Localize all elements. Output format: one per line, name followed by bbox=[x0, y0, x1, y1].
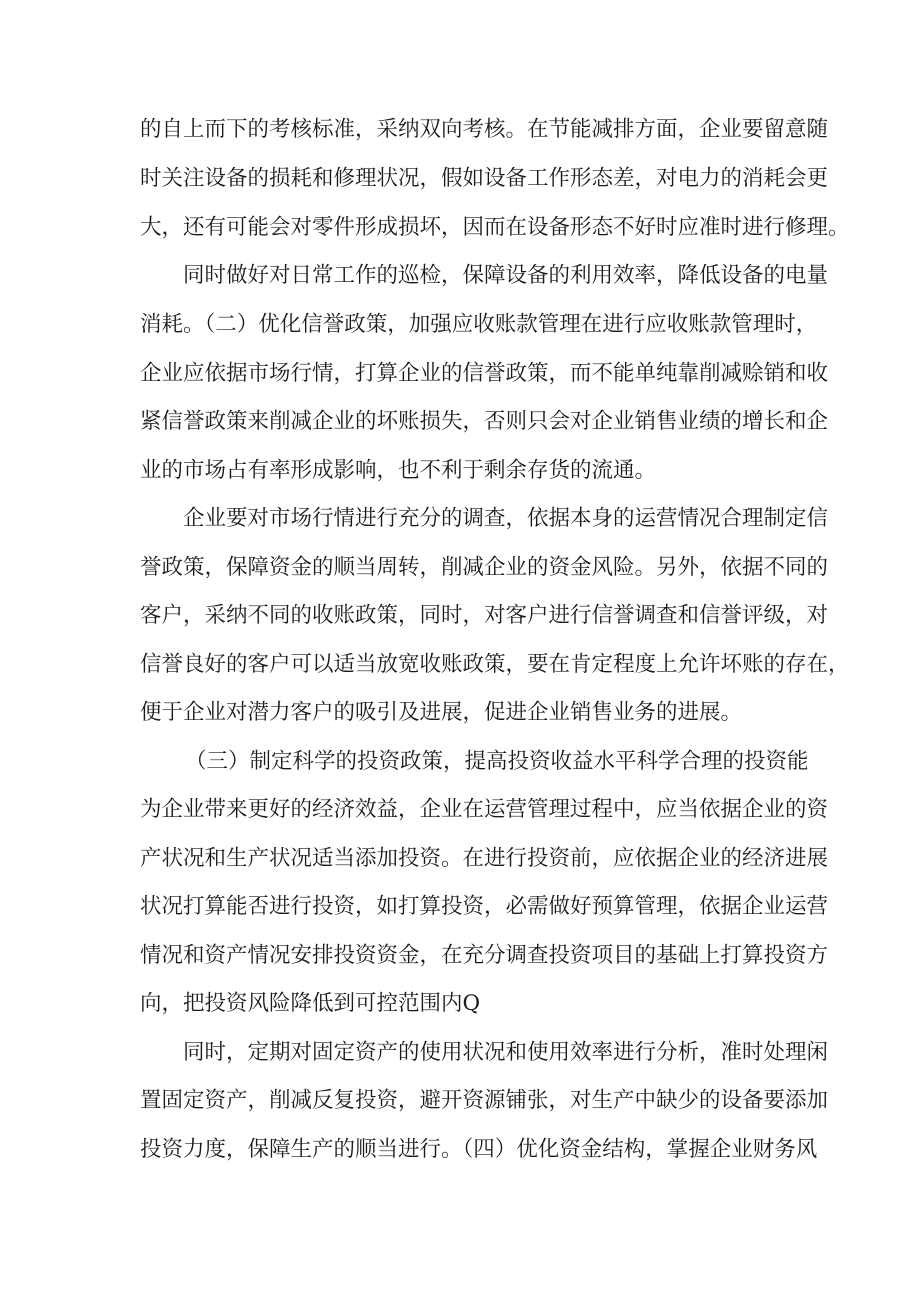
text-line: 业的市场占有率形成影响，也不利于剩余存货的流通。 bbox=[140, 458, 657, 483]
text-line: 便于企业对潜力客户的吸引及进展，促进企业销售业务的进展。 bbox=[140, 700, 743, 725]
text-line: 誉政策，保障资金的顺当周转，削减企业的资金风险。另外，依据不同的 bbox=[140, 555, 829, 580]
text-line: 状况打算能否进行投资，如打算投资，必需做好预算管理，依据企业运营 bbox=[140, 894, 829, 919]
text-line: 客户，采纳不同的收账政策，同时，对客户进行信誉调查和信誉评级，对 bbox=[140, 603, 829, 628]
text-line: 同时做好对日常工作的巡检，保障设备的利用效率，降低设备的电量 bbox=[183, 263, 829, 288]
text-line: 企业要对市场行情进行充分的调查，依据本身的运营情况合理制定信 bbox=[183, 506, 829, 531]
text-line: 企业应依据市场行情，打算企业的信誉政策，而不能单纯靠削减赊销和收 bbox=[140, 361, 829, 386]
text-line: 同时，定期对固定资产的使用状况和使用效率进行分析，准时处理闲 bbox=[183, 1040, 829, 1065]
text-line: 置固定资产，削减反复投资，避开资源铺张，对生产中缺少的设备要添加 bbox=[140, 1088, 829, 1113]
text-line: 产状况和生产状况适当添加投资。在进行投资前，应依据企业的经济进展 bbox=[140, 846, 829, 871]
text-line: 向，把投资风险降低到可控范围内Q bbox=[140, 991, 481, 1016]
text-line: 投资力度，保障生产的顺当进行。（四）优化资金结构，掌握企业财务风 bbox=[140, 1137, 818, 1162]
text-line: 紧信誉政策来削减企业的坏账损失，否则只会对企业销售业绩的增长和企 bbox=[140, 409, 829, 434]
text-line: 大，还有可能会对零件形成损坏，因而在设备形态不好时应准时进行修理。 bbox=[140, 215, 850, 240]
text-line: 为企业带来更好的经济效益，企业在运营管理过程中，应当依据企业的资 bbox=[140, 797, 829, 822]
text-line: 情况和资产情况安排投资资金，在充分调查投资项目的基础上打算投资方 bbox=[140, 943, 829, 968]
text-line: 的自上而下的考核标准，采纳双向考核。在节能减排方面，企业要留意随 bbox=[140, 117, 829, 142]
text-line: 消耗。（二）优化信誉政策，加强应收账款管理在进行应收账款管理时， bbox=[140, 312, 818, 337]
text-line: （三）制定科学的投资政策，提高投资收益水平科学合理的投资能 bbox=[185, 749, 809, 774]
text-line: 时关注设备的损耗和修理状况，假如设备工作形态差，对电力的消耗会更 bbox=[140, 166, 829, 191]
text-line: 信誉良好的客户可以适当放宽收账政策，要在肯定程度上允许坏账的存在， bbox=[140, 652, 850, 677]
